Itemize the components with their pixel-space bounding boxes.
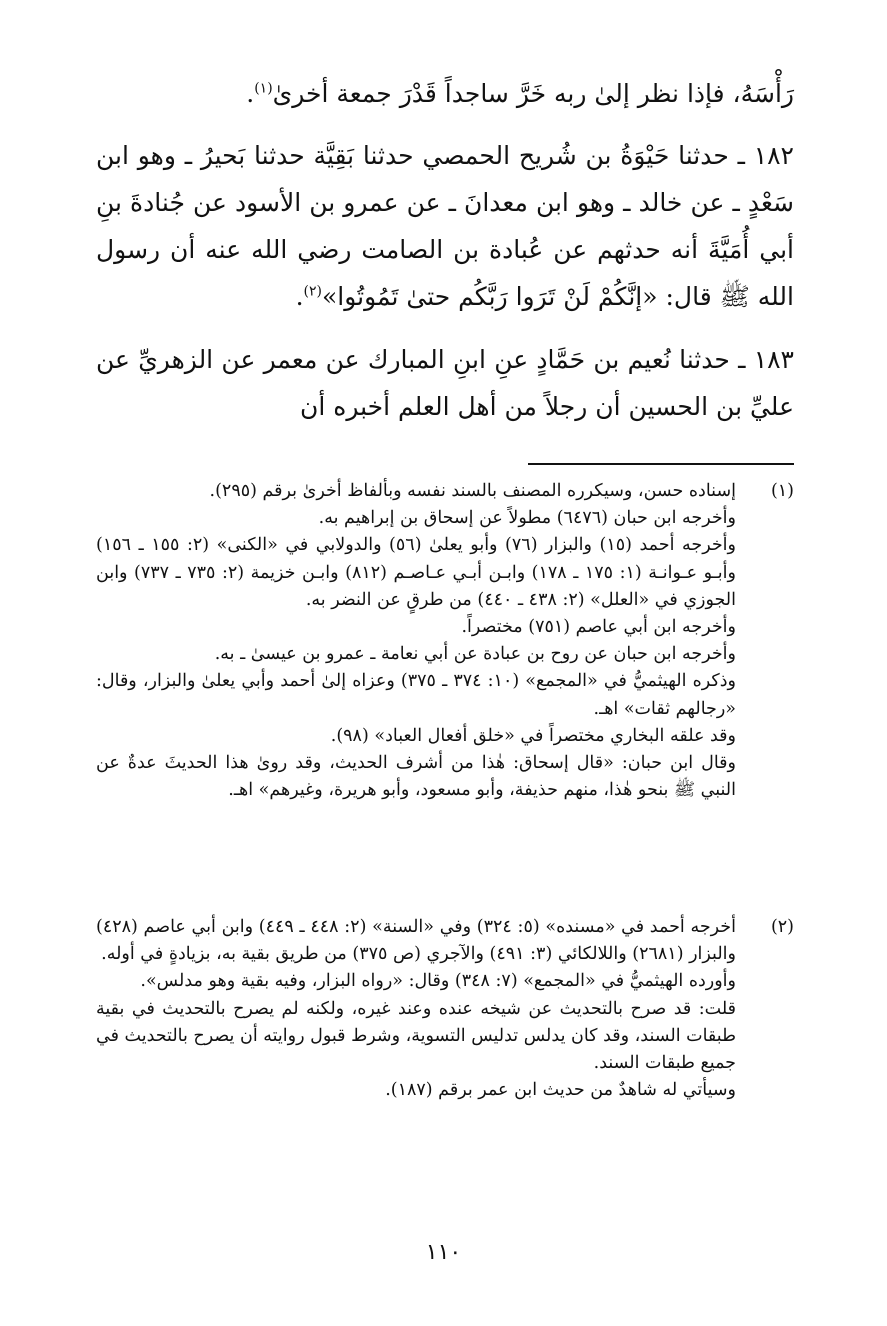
footnote-line: وأخرجه ابن حبان (٦٤٧٦) مطولاً عن إسحاق بن إبراهيم به. [318,508,736,529]
sentence-end: . [246,79,255,108]
footnote-ref-2: (٢) [303,283,322,300]
page-number: ١١٠ [425,1240,462,1265]
footnote-line: قلت: قد صرح بالتحديث عن شيخه عنده وعند غيره، ولكنه لم يصرح بالتحديث في بقية طبقات السند، وقد كان يدلس تدليس التسوية، وشرط قبول روايته أن يصرح بالتحديث في جميع طبقات السند. [96,998,736,1074]
footnote-number: (١) [770,481,794,501]
footnote-line: وقال ابن حبان: «قال إسحاق: هٰذا من أشرف الحديث، وقد روىٰ هذا الحديثَ عدةٌ عن النبي ﷺ بنحو هٰذا، منهم حذيفة، وأبو مسعود، وأبو هريرة، وغيرهم» اهـ. [96,753,736,801]
footnote-separator [528,463,794,465]
main-paragraph-hadith-182 [96,132,794,320]
footnote-body [96,914,736,1104]
footnote-line: وأخرجه أحمد (١٥) والبزار (٧٦) وأبو يعلىٰ (٥٦) والدولابي في «الكنى» (٢: ١٥٥ ـ ١٥٦) وأبـو عـوانـة (١: ١٧٥ ـ ١٧٨) وابـن أبـي عـاصـم (٨١٢) وابـن خزيمة (٢: ٧٣٥ ـ ٧٣٧) وابن الجوزي في «العلل» (٢: ٤٣٨ ـ ٤٤٠) من طرقٍ عن النضر به. [96,535,736,610]
sentence-end: . [295,282,304,311]
footnote-line: وأورده الهيثميُّ في «المجمع» (٧: ٣٤٨) وقال: «رواه البزار، وفيه بقية وهو مدلس». [140,971,736,992]
footnote-line: إسناده حسن، وسيكرره المصنف بالسند نفسه وبألفاظ أخرىٰ برقم (٢٩٥). [209,481,736,501]
paragraph-text: رَأْسَهُ، فإذا نظر إلىٰ ربه خَرَّ ساجداً قَدْرَ جمعة أخرىٰ [272,79,794,108]
main-paragraph-1 [96,70,794,117]
paragraph-text: ١٨٢ ـ حدثنا حَيْوَةُ بن شُريح الحمصي حدثنا بَقِيَّة حدثنا بَحيرُ ـ وهو ابن سَعْدٍ ـ عن خالد ـ وهو ابن معدانَ ـ عن عمرو بن الأسود عن جُنادةَ بنِ أبي أُمَيَّةَ أنه حدثهم عن عُبادة بن الصامت رضي الله عنه أن رسول الله ﷺ قال: «إنَّكُمْ لَنْ تَرَوا رَبَّكُم حتىٰ تَمُوتُوا» [96,141,794,311]
footnote-body [96,478,736,804]
footnote-line: وذكره الهيثميُّ في «المجمع» (١٠: ٣٧٤ ـ ٣٧٥) وعزاه إلىٰ أحمد وأبي يعلىٰ والبزار، وقال: «رجالهم ثقات» اهـ. [96,671,736,719]
main-paragraph-hadith-183 [96,336,794,430]
footnote-2 [96,914,794,1104]
footnote-1 [96,478,794,804]
paragraph-text: ١٨٣ ـ حدثنا نُعيم بن حَمَّادٍ عنِ ابنِ المبارك عن معمر عن الزهريِّ عن عليِّ بن الحسين أن رجلاً من أهل العلم أخبره أن [96,345,794,421]
footnote-number: (٢) [770,917,794,937]
footnote-ref-1: (١) [254,80,273,97]
footnote-line: أخرجه أحمد في «مسنده» (٥: ٣٢٤) وفي «السنة» (٢: ٤٤٨ ـ ٤٤٩) وابن أبي عاصم (٤٢٨) والبزار (٢٦٨١) واللالكائي (٣: ٤٩١) والآجري (ص ٣٧٥) من طريق بقية به، بزيادةٍ في أوله. [96,917,736,965]
footnote-line: وسيأتي له شاهدٌ من حديث ابن عمر برقم (١٨٧). [385,1080,736,1101]
footnote-line: وأخرجه ابن أبي عاصم (٧٥١) مختصراً. [461,617,736,638]
footnote-line: وقد علقه البخاري مختصراً في «خلق أفعال العباد» (٩٨). [330,725,736,746]
footnote-line: وأخرجه ابن حبان عن روح بن عبادة عن أبي نعامة ـ عمرو بن عيسىٰ ـ به. [214,644,736,665]
